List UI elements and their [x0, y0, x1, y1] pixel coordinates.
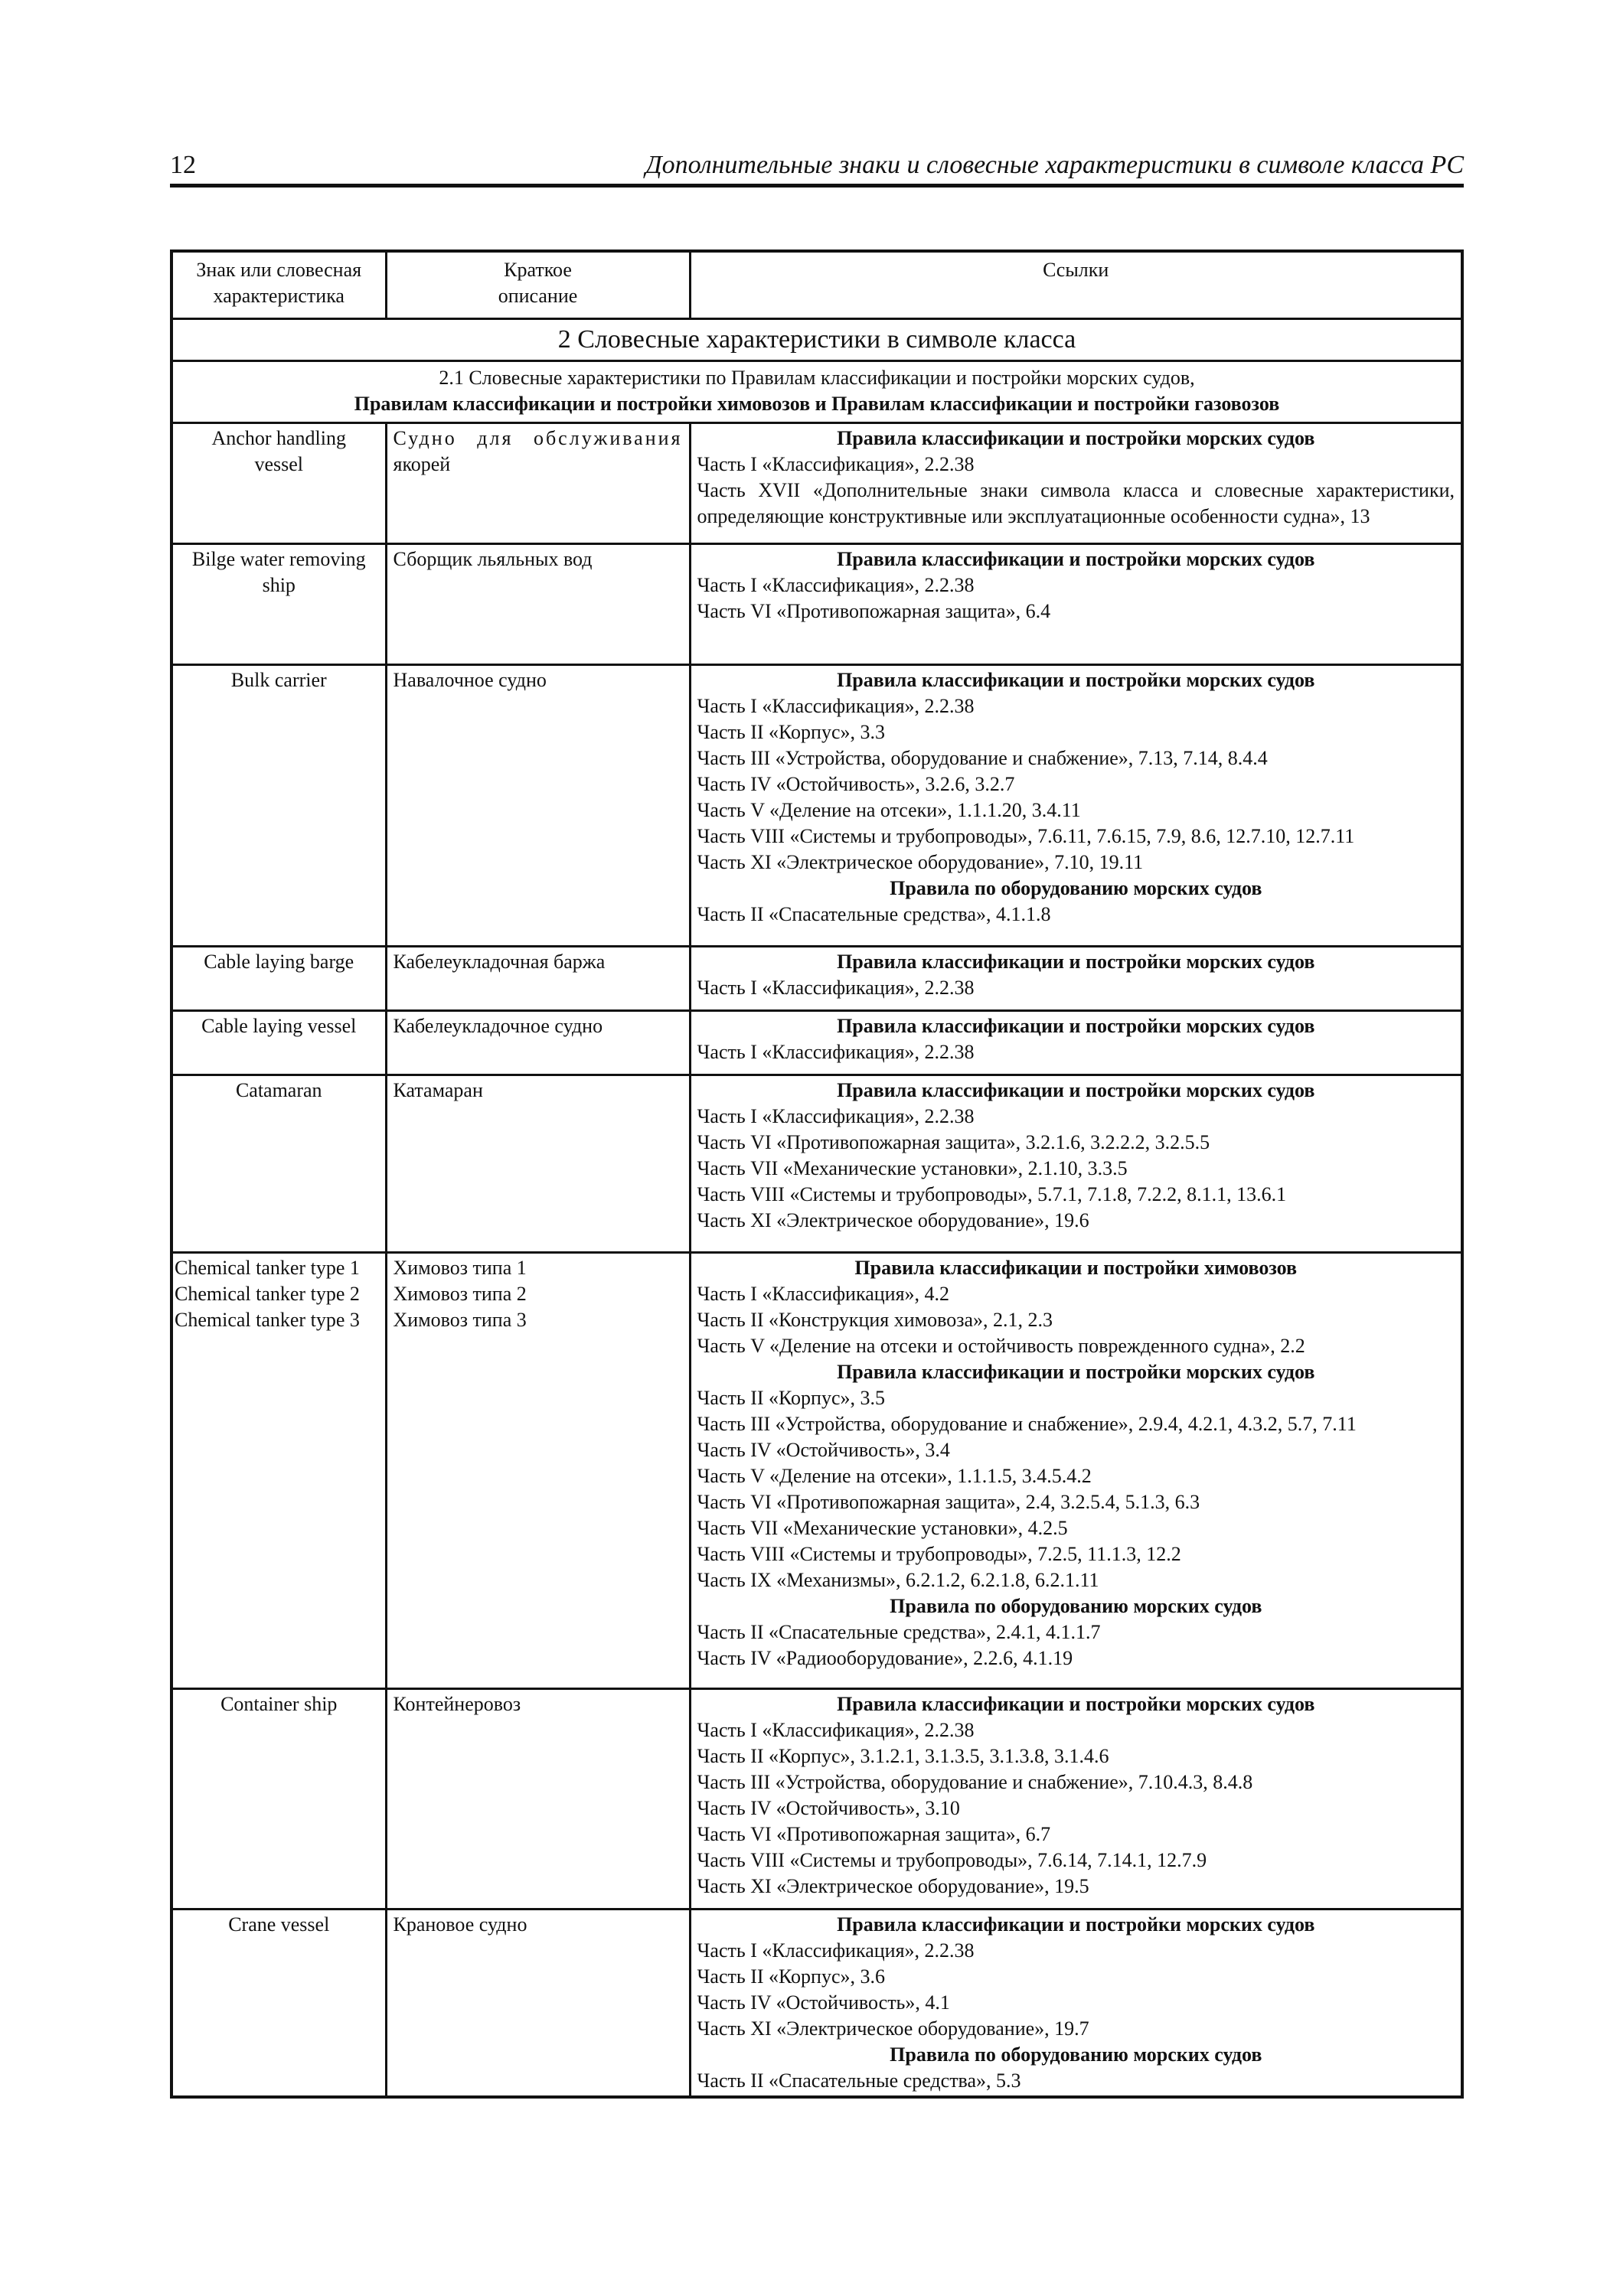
- sign-cell: [171, 1909, 386, 2097]
- sign-text: Container ship: [220, 1692, 338, 1715]
- reference-line: Часть I «Классификация», 2.2.38: [697, 1104, 975, 1127]
- subsection-title: [171, 360, 1462, 422]
- rules-heading: Правила классификации и постройки морских судов: [837, 668, 1315, 691]
- table-row: [171, 1252, 1462, 1688]
- sign-cell: [171, 1252, 386, 1688]
- reference-line: Часть II «Спасательные средства», 2.4.1, 4.1.1.7: [697, 1620, 1101, 1643]
- sign-text: Bilge water removing: [191, 547, 366, 570]
- reference-line: Часть VIII «Системы и трубопроводы», 7.2.5, 11.1.3, 12.2: [697, 1542, 1181, 1565]
- rules-heading: Правила классификации и постройки морских судов: [837, 1692, 1315, 1715]
- sign-text: Bulk carrier: [230, 668, 327, 691]
- sign-text: Chemical tanker type 1: [175, 1256, 360, 1279]
- reference-line: Часть VI «Противопожарная защита», 2.4, 3.2.5.4, 5.1.3, 6.3: [697, 1490, 1200, 1513]
- reference-line: Часть IV «Остойчивость», 4.1: [697, 1991, 950, 2014]
- rules-heading: Правила по оборудованию морских судов: [890, 876, 1262, 899]
- table-row: [171, 422, 1462, 543]
- sign-text: Chemical tanker type 2: [175, 1282, 360, 1305]
- rules-heading: Правила классификации и постройки морских судов: [837, 547, 1315, 570]
- description-text: Химовоз типа 3: [393, 1308, 527, 1331]
- reference-line: Часть III «Устройства, оборудование и снабжение», 7.10.4.3, 8.4.8: [697, 1770, 1253, 1793]
- references-cell: [690, 1909, 1462, 2097]
- reference-line: Часть I «Классификация», 2.2.38: [697, 452, 975, 475]
- description-cell: [386, 664, 690, 946]
- reference-line: Часть XI «Электрическое оборудование», 19.5: [697, 1874, 1089, 1897]
- page-header: [170, 150, 1464, 188]
- references-cell: [690, 1075, 1462, 1252]
- running-title: Дополнительные знаки и словесные характеристики в символе класса РС: [645, 151, 1464, 179]
- references-cell: [690, 1688, 1462, 1909]
- reference-line: Часть VIII «Системы и трубопроводы», 7.6.14, 7.14.1, 12.7.9: [697, 1848, 1207, 1871]
- column-header-description: [386, 251, 690, 318]
- sign-cell: [171, 422, 386, 543]
- subsection-title-line: 2.1 Словесные характеристики по Правилам классификации и постройки морских судов,: [439, 366, 1195, 389]
- reference-line: Часть I «Классификация», 2.2.38: [697, 976, 975, 999]
- references-cell: [690, 1252, 1462, 1688]
- sign-cell: [171, 1075, 386, 1252]
- rules-heading: Правила классификации и постройки морских судов: [837, 1014, 1315, 1037]
- section-title-row: [171, 318, 1462, 360]
- subsection-title-row: [171, 360, 1462, 422]
- reference-line: Часть I «Классификация», 4.2: [697, 1282, 950, 1305]
- reference-line: Часть VIII «Системы и трубопроводы», 5.7.1, 7.1.8, 7.2.2, 8.1.1, 13.6.1: [697, 1182, 1287, 1205]
- reference-line: Часть V «Деление на отсеки и остойчивость поврежденного судна», 2.2: [697, 1334, 1305, 1357]
- description-text: Химовоз типа 2: [393, 1282, 527, 1305]
- description-cell: [386, 1688, 690, 1909]
- reference-line: Часть I «Классификация», 2.2.38: [697, 1939, 975, 1962]
- column-header-sign-line: Знак или словесная: [196, 259, 362, 281]
- description-text: Кабелеукладочное судно: [393, 1014, 603, 1037]
- reference-line: определяющие конструктивные или эксплуатационные особенности судна», 13: [697, 504, 1370, 527]
- sign-text: Chemical tanker type 3: [175, 1308, 360, 1331]
- description-text: Крановое судно: [393, 1913, 527, 1936]
- references-cell: [690, 946, 1462, 1010]
- reference-line: Часть VIII «Системы и трубопроводы», 7.6.11, 7.6.15, 7.9, 8.6, 12.7.10, 12.7.11: [697, 824, 1355, 847]
- reference-line: Часть XI «Электрическое оборудование», 19.6: [697, 1208, 1089, 1231]
- description-cell: [386, 543, 690, 664]
- table-row: [171, 1010, 1462, 1075]
- description-text: Навалочное судно: [393, 668, 547, 691]
- rules-heading: Правила классификации и постройки химовозов: [854, 1256, 1298, 1279]
- sign-text: Cable laying vessel: [201, 1014, 357, 1037]
- description-text: Сборщик льяльных вод: [393, 547, 593, 570]
- reference-line: Часть II «Корпус», 3.1.2.1, 3.1.3.5, 3.1.3.8, 3.1.4.6: [697, 1744, 1109, 1767]
- column-header-sign: [171, 251, 386, 318]
- table-row: [171, 664, 1462, 946]
- description-cell: [386, 1252, 690, 1688]
- reference-line: Часть I «Классификация», 2.2.38: [697, 573, 975, 596]
- column-header-references: Ссылки: [690, 251, 1462, 318]
- table-row: [171, 543, 1462, 664]
- rules-heading: Правила по оборудованию морских судов: [890, 2043, 1262, 2066]
- description-text: Контейнеровоз: [393, 1692, 521, 1715]
- reference-line: Часть V «Деление на отсеки», 1.1.1.20, 3.4.11: [697, 798, 1081, 821]
- description-text: якорей: [393, 452, 451, 475]
- sign-cell: [171, 946, 386, 1010]
- rules-heading: Правила классификации и постройки морских судов: [837, 1078, 1315, 1101]
- reference-line: Часть XVII «Дополнительные знаки символа класса и словесные характеристики,: [697, 478, 1455, 501]
- rules-heading: Правила классификации и постройки морских судов: [837, 1913, 1315, 1936]
- description-text: Кабелеукладочная баржа: [393, 950, 606, 973]
- sign-cell: [171, 1688, 386, 1909]
- sign-text: vessel: [254, 452, 304, 475]
- description-cell: [386, 1075, 690, 1252]
- description-cell: [386, 422, 690, 543]
- reference-line: Часть IV «Радиооборудование», 2.2.6, 4.1.19: [697, 1646, 1073, 1669]
- sign-text: Crane vessel: [228, 1913, 330, 1936]
- rules-heading: Правила по оборудованию морских судов: [890, 1594, 1262, 1617]
- reference-line: Часть I «Классификация», 2.2.38: [697, 1718, 975, 1741]
- sign-text: ship: [262, 573, 296, 596]
- sign-cell: [171, 543, 386, 664]
- reference-line: Часть VI «Противопожарная защита», 6.4: [697, 599, 1051, 622]
- sign-text: Catamaran: [235, 1078, 322, 1101]
- reference-line: Часть III «Устройства, оборудование и снабжение», 2.9.4, 4.2.1, 4.3.2, 5.7, 7.11: [697, 1412, 1357, 1435]
- sign-text: Anchor handling: [211, 426, 346, 449]
- column-header-description-line: Краткое: [504, 259, 572, 281]
- reference-line: Часть IV «Остойчивость», 3.2.6, 3.2.7: [697, 772, 1015, 795]
- column-header-description-line: описание: [498, 285, 578, 307]
- reference-line: Часть I «Классификация», 2.2.38: [697, 694, 975, 717]
- reference-line: Часть II «Корпус», 3.5: [697, 1386, 886, 1409]
- rules-heading: Правила классификации и постройки морских судов: [837, 426, 1315, 449]
- sign-cell: [171, 664, 386, 946]
- table-row: [171, 946, 1462, 1010]
- reference-line: Часть II «Конструкция химовоза», 2.1, 2.3: [697, 1308, 1053, 1331]
- references-cell: [690, 664, 1462, 946]
- description-text: Катамаран: [393, 1078, 483, 1101]
- reference-line: Часть II «Корпус», 3.3: [697, 720, 886, 743]
- reference-line: Часть XI «Электрическое оборудование», 19.7: [697, 2017, 1089, 2040]
- reference-line: Часть VI «Противопожарная защита», 3.2.1.6, 3.2.2.2, 3.2.5.5: [697, 1130, 1210, 1153]
- section-title: 2 Словесные характеристики в символе класса: [171, 318, 1462, 360]
- reference-line: Часть IV «Остойчивость», 3.4: [697, 1438, 950, 1461]
- sign-cell: [171, 1010, 386, 1075]
- table-row: [171, 1688, 1462, 1909]
- reference-line: Часть II «Спасательные средства», 5.3: [697, 2069, 1021, 2092]
- table-row: [171, 1075, 1462, 1252]
- reference-line: Часть XI «Электрическое оборудование», 7.10, 19.11: [697, 850, 1144, 873]
- column-header-sign-line: характеристика: [213, 285, 345, 307]
- reference-line: Часть IV «Остойчивость», 3.10: [697, 1796, 960, 1819]
- reference-line: Часть VII «Механические установки», 2.1.10, 3.3.5: [697, 1156, 1128, 1179]
- reference-line: Часть IX «Механизмы», 6.2.1.2, 6.2.1.8, 6.2.1.11: [697, 1568, 1099, 1591]
- reference-line: Часть III «Устройства, оборудование и снабжение», 7.13, 7.14, 8.4.4: [697, 746, 1268, 769]
- sign-text: Cable laying barge: [204, 950, 354, 973]
- rules-heading: Правила классификации и постройки морских судов: [837, 950, 1315, 973]
- subsection-title-line: Правилам классификации и постройки химовозов и Правилам классификации и постройки газовозов: [354, 392, 1280, 415]
- references-cell: [690, 422, 1462, 543]
- reference-line: Часть V «Деление на отсеки», 1.1.1.5, 3.4.5.4.2: [697, 1464, 1092, 1487]
- rules-heading: Правила классификации и постройки морских судов: [837, 1360, 1315, 1383]
- table-header-row: [171, 251, 1462, 318]
- reference-line: Часть II «Корпус», 3.6: [697, 1965, 886, 1988]
- description-text: Судно для обслуживания: [393, 426, 683, 449]
- references-cell: [690, 543, 1462, 664]
- page-number: 12: [170, 151, 196, 179]
- classification-table: [170, 249, 1464, 2099]
- reference-line: Часть I «Классификация», 2.2.38: [697, 1040, 975, 1063]
- reference-line: Часть VII «Механические установки», 4.2.5: [697, 1516, 1068, 1539]
- description-cell: [386, 1010, 690, 1075]
- description-cell: [386, 946, 690, 1010]
- description-cell: [386, 1909, 690, 2097]
- reference-line: Часть VI «Противопожарная защита», 6.7: [697, 1822, 1051, 1845]
- reference-line: Часть II «Спасательные средства», 4.1.1.8: [697, 902, 1051, 925]
- references-cell: [690, 1010, 1462, 1075]
- description-text: Химовоз типа 1: [393, 1256, 527, 1279]
- table-row: [171, 1909, 1462, 2097]
